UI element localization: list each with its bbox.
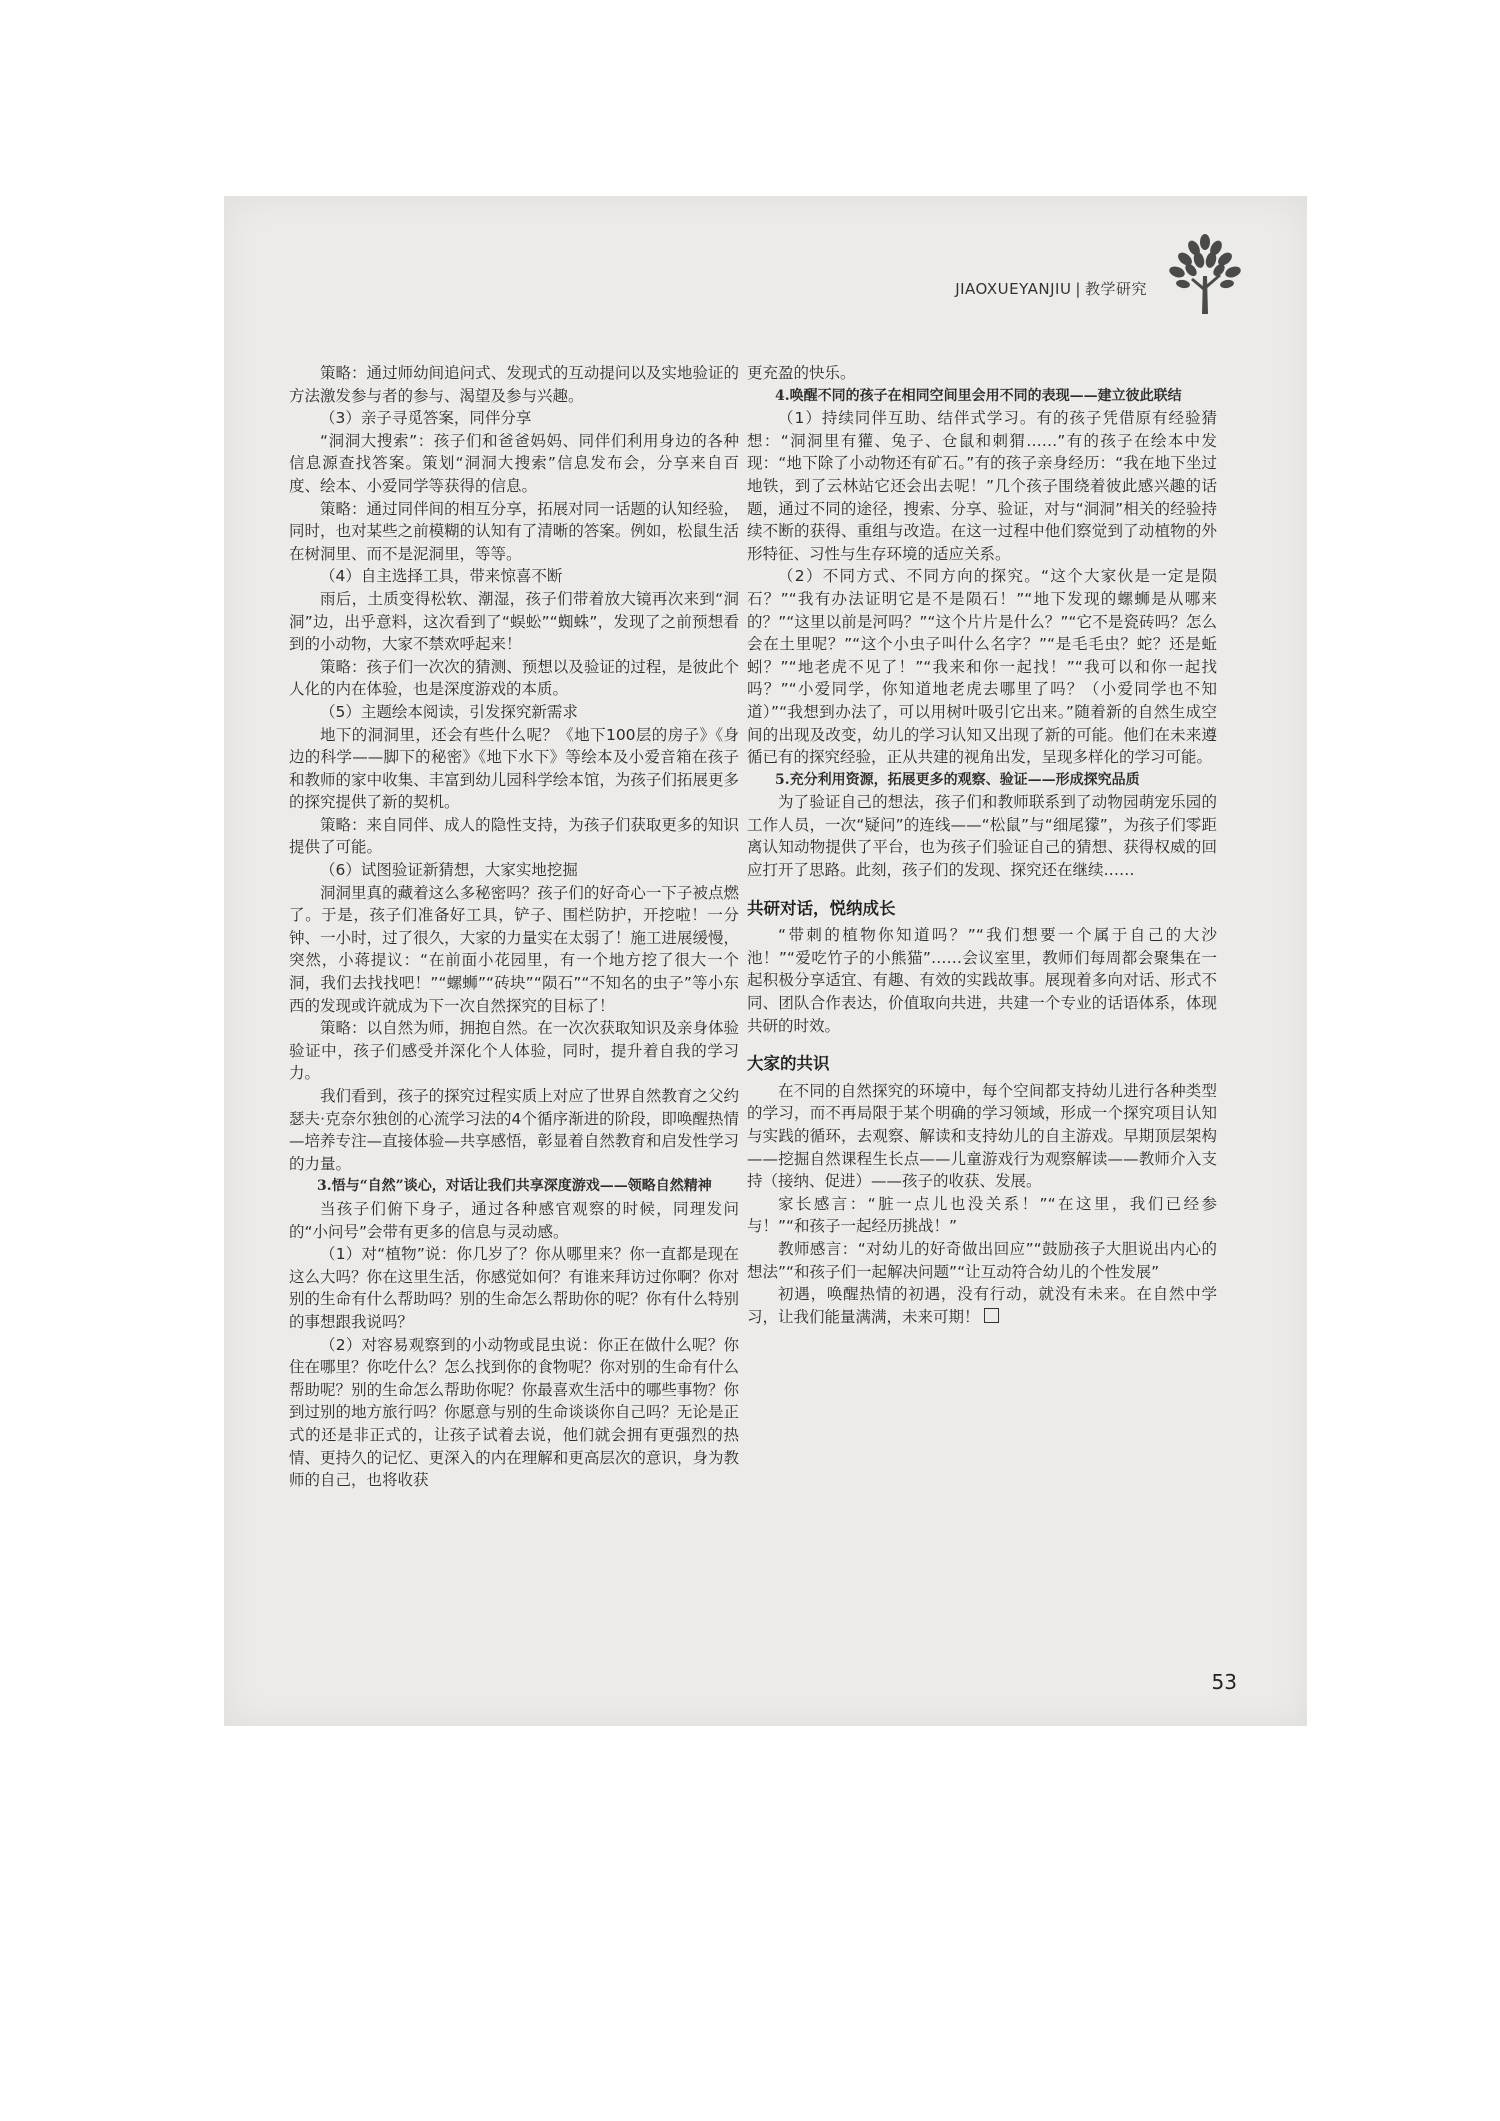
paragraph bbox=[289, 656, 739, 701]
paragraph bbox=[747, 362, 1217, 385]
paragraph bbox=[289, 701, 739, 724]
paragraph bbox=[747, 1238, 1217, 1283]
paragraph bbox=[289, 859, 739, 882]
section-heading bbox=[747, 1053, 1217, 1076]
paragraph bbox=[289, 407, 739, 430]
paragraph-text: 5.充分利用资源，拓展更多的观察、验证——形成探究品质 bbox=[775, 771, 1140, 788]
paragraph-text: 策略：通过师幼间追问式、发现式的互动提问以及实地验证的方法激发参与者的参与、渴望及参与兴趣。 bbox=[289, 364, 739, 405]
paragraph bbox=[747, 1080, 1217, 1193]
paragraph-text: 策略：孩子们一次次的猜测、预想以及验证的过程，是彼此个人化的内在体验，也是深度游戏的本质。 bbox=[289, 657, 739, 699]
paragraph bbox=[747, 1193, 1217, 1238]
end-of-article-mark bbox=[984, 1308, 999, 1323]
paragraph bbox=[747, 407, 1217, 565]
header-separator: | bbox=[1075, 280, 1081, 298]
subsection-title bbox=[747, 769, 1217, 792]
paragraph-text: （3）亲子寻觅答案，同伴分享 bbox=[320, 409, 532, 428]
page-number: 53 bbox=[1211, 1670, 1237, 1694]
paragraph bbox=[289, 565, 739, 588]
tree-icon bbox=[1161, 232, 1249, 316]
subsection-title bbox=[289, 1175, 739, 1198]
paragraph-text: （5）主题绘本阅读，引发探究新需求 bbox=[320, 702, 578, 721]
paragraph-text: 大家的共识 bbox=[747, 1054, 830, 1074]
paragraph-text: “洞洞大搜索”：孩子们和爸爸妈妈、同伴们利用身边的各种信息源查找答案。策划“洞洞大搜索”信息发布会，分享来自百度、绘本、小爱同学等获得的信息。 bbox=[289, 431, 739, 495]
paragraph-text: （6）试图验证新猜想，大家实地挖掘 bbox=[320, 861, 578, 880]
paragraph bbox=[289, 814, 739, 859]
paragraph-text: 教师感言：“对幼儿的好奇做出回应”“鼓励孩子大胆说出内心的想法”“和孩子们一起解决问题”“让互动符合幼儿的个性发展” bbox=[747, 1239, 1217, 1281]
paragraph-text: 家长感言：“脏一点儿也没关系！”“在这里，我们已经参与！”“和孩子一起经历挑战！” bbox=[747, 1194, 1217, 1236]
paragraph-text: 在不同的自然探究的环境中，每个空间都支持幼儿进行各种类型的学习，而不再局限于某个明确的学习领域，形成一个探究项目认知与实践的循环，去观察、解读和支持幼儿的自主游戏。早期顶层架构——挖掘自然课程生长点——儿童游戏行为观察解读——教师介入支持（接纳、促进）——孩子的收获、发展。 bbox=[747, 1081, 1217, 1191]
paragraph-text: 4.唤醒不同的孩子在相同空间里会用不同的表现——建立彼此联结 bbox=[775, 387, 1182, 404]
paragraph bbox=[747, 1283, 1217, 1328]
paragraph bbox=[289, 362, 739, 407]
subsection-title bbox=[747, 385, 1217, 408]
running-header bbox=[955, 278, 1147, 299]
paragraph bbox=[289, 1198, 739, 1243]
left-column bbox=[289, 362, 739, 1492]
paragraph-text: （1）持续同伴互助、结伴式学习。有的孩子凭借原有经验猜想：“洞洞里有獾、兔子、仓鼠和刺猬……”有的孩子在绘本中发现：“地下除了小动物还有矿石。”有的孩子亲身经历：“我在地下坐过地铁，到了云林站它还会出去呢！”几个孩子围绕着彼此感兴趣的话题，通过不同的途径，搜索、分享、验证，对与“洞洞”相关的经验持续不断的获得、重组与改造。在这一过程中他们察觉到了动植物的外形特征、习性与生存环境的适应关系。 bbox=[747, 409, 1217, 563]
header-section: 教学研究 bbox=[1084, 280, 1147, 298]
paragraph-text: 共研对话，悦纳成长 bbox=[747, 898, 896, 918]
paragraph bbox=[747, 565, 1217, 768]
paragraph bbox=[289, 430, 739, 498]
section-heading bbox=[747, 898, 1217, 921]
paragraph-text: 更充盈的快乐。 bbox=[747, 364, 856, 382]
right-column bbox=[747, 362, 1217, 1328]
paragraph-text: 雨后，土质变得松软、潮湿，孩子们带着放大镜再次来到“洞洞”边，出乎意料，这次看到了“蜈蚣”“蜘蛛”，发现了之前预想看到的小动物，大家不禁欢呼起来！ bbox=[289, 589, 739, 654]
paragraph-text: 策略：通过同伴间的相互分享，拓展对同一话题的认知经验，同时，也对某些之前模糊的认知有了清晰的答案。例如，松鼠生活在树洞里、而不是泥洞里，等等。 bbox=[289, 499, 739, 563]
paragraph-text: 地下的洞洞里，还会有些什么呢？《地下100层的房子》《身边的科学——脚下的秘密》《地下水下》等绘本及小爱音箱在孩子和教师的家中收集、丰富到幼儿园科学绘本馆，为孩子们拓展更多的探究提供了新的契机。 bbox=[289, 725, 739, 812]
paragraph-text: 3.悟与“自然”谈心，对话让我们共享深度游戏——领略自然精神 bbox=[317, 1178, 712, 1195]
paragraph bbox=[289, 1243, 739, 1333]
header-pinyin: JIAOXUEYANJIU bbox=[955, 280, 1072, 298]
paragraph-text: 策略：以自然为师，拥抱自然。在一次次获取知识及亲身体验验证中，孩子们感受并深化个人体验，同时，提升着自我的学习力。 bbox=[289, 1019, 739, 1083]
paragraph bbox=[289, 498, 739, 566]
paragraph-text: （1）对“植物”说：你几岁了？你从哪里来？你一直都是现在这么大吗？你在这里生活，你感觉如何？有谁来拜访过你啊？你对别的生命有什么帮助吗？别的生命怎么帮助你的呢？你有什么特别的事想跟我说吗？ bbox=[289, 1245, 739, 1331]
paragraph bbox=[289, 882, 739, 1018]
magazine-page bbox=[224, 196, 1307, 1726]
paragraph-text: 洞洞里真的藏着这么多秘密吗？孩子们的好奇心一下子被点燃了。于是，孩子们准备好工具，铲子、围栏防护，开挖啦！一分钟、一小时，过了很久，大家的力量实在太弱了！施工进展缓慢，突然，小蒋提议：“在前面小花园里，有一个地方挖了很大一个洞，我们去找找吧！”“螺蛳”“砖块”“陨石”“不知名的虫子”等小东西的发现或许就成为下一次自然探究的目标了！ bbox=[289, 883, 739, 1015]
paragraph-text: （2）对容易观察到的小动物或昆虫说：你正在做什么呢？你住在哪里？你吃什么？怎么找到你的食物呢？你对别的生命有什么帮助呢？别的生命怎么帮助你呢？你最喜欢生活中的哪些事物？你到过别的地方旅行吗？你愿意与别的生命谈谈你自己吗？无论是正式的还是非正式的，让孩子试着去说，他们就会拥有更强烈的热情、更持久的记忆、更深入的内在理解和更高层次的意识，身为教师的自己，也将收获 bbox=[289, 1335, 739, 1490]
paragraph bbox=[289, 724, 739, 814]
paragraph-text: 初遇，唤醒热情的初遇，没有行动，就没有未来。在自然中学习，让我们能量满满，未来可期！ bbox=[747, 1285, 1217, 1326]
paragraph-text: 策略：来自同伴、成人的隐性支持，为孩子们获取更多的知识提供了可能。 bbox=[289, 815, 739, 857]
paragraph-text: 当孩子们俯下身子，通过各种感官观察的时候，同理发问的“小问号”会带有更多的信息与灵动感。 bbox=[289, 1199, 739, 1241]
paragraph-text: 为了验证自己的想法，孩子们和教师联系到了动物园萌宠乐园的工作人员，一次“疑问”的连线——“松鼠”与“细尾獴”，为孩子们零距离认知动物提供了平台，也为孩子们验证自己的猜想、获得权威的回应打开了思路。此刻，孩子们的发现、探究还在继续…… bbox=[747, 793, 1217, 880]
paragraph-text: “带刺的植物你知道吗？”“我们想要一个属于自己的大沙池！”“爱吃竹子的小熊猫”……会议室里，教师们每周都会聚集在一起积极分享适宜、有趣、有效的实践故事。展现着多向对话、形式不同、团队合作表达，价值取向共进，共建一个专业的话语体系，体现共研的时效。 bbox=[747, 926, 1217, 1035]
paragraph bbox=[747, 924, 1217, 1037]
paragraph bbox=[747, 791, 1217, 881]
paragraph bbox=[289, 588, 739, 656]
paragraph-text: 我们看到，孩子的探究过程实质上对应了世界自然教育之父约瑟夫·克奈尔独创的心流学习法的4个循序渐进的阶段，即唤醒热情—培养专注—直接体验—共享感悟，彰显着自然教育和启发性学习的力量。 bbox=[289, 1087, 739, 1173]
paragraph-text: （2）不同方式、不同方向的探究。“这个大家伙是一定是陨石？”“我有办法证明它是不是陨石！”“地下发现的螺蛳是从哪来的？”“这里以前是河吗？”“这个片片是什么？”“它不是瓷砖吗？怎么会在土里呢？”“这个小虫子叫什么名字？”“是毛毛虫？蛇？还是蚯蚓？”“地老虎不见了！”“我来和你一起找！”“我可以和你一起找吗？”“小爱同学，你知道地老虎去哪里了吗？（小爱同学也不知道）”“我想到办法了，可以用树叶吸引它出来。”随着新的自然生成空间的出现及改变，幼儿的学习认知又出现了新的可能。他们在未来遵循已有的探究经验，正从共建的视角出发，呈现多样化的学习可能。 bbox=[747, 567, 1217, 767]
paragraph bbox=[289, 1334, 739, 1492]
paragraph-text: （4）自主选择工具，带来惊喜不断 bbox=[320, 567, 563, 586]
paragraph bbox=[289, 1085, 739, 1175]
paragraph bbox=[289, 1017, 739, 1085]
